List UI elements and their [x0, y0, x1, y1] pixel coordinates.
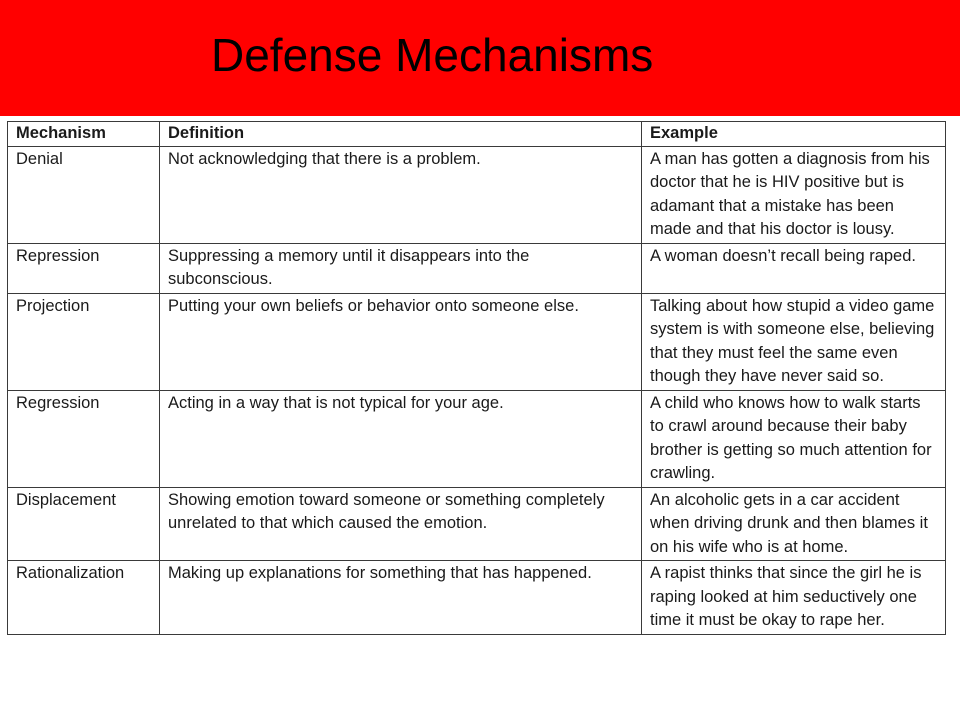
example-cell: A woman doesn’t recall being raped.	[642, 243, 946, 293]
mechanism-cell: Displacement	[8, 487, 160, 561]
table-row	[8, 293, 946, 390]
definition-cell: Suppressing a memory until it disappears into the subconscious.	[160, 243, 642, 293]
header-mechanism: Mechanism	[8, 122, 160, 147]
mechanism-cell: Regression	[8, 390, 160, 487]
table-area	[0, 116, 960, 720]
header-example: Example	[642, 122, 946, 147]
table-row	[8, 390, 946, 487]
mechanism-cell: Projection	[8, 293, 160, 390]
example-cell: A child who knows how to walk starts to crawl around because their baby brother is getting so much attention for crawling.	[642, 390, 946, 487]
mechanism-cell: Rationalization	[8, 561, 160, 635]
definition-cell: Making up explanations for something that has happened.	[160, 561, 642, 635]
mechanism-cell: Denial	[8, 146, 160, 243]
header-definition: Definition	[160, 122, 642, 147]
example-cell: A rapist thinks that since the girl he is raping looked at him seductively one time it must be okay to rape her.	[642, 561, 946, 635]
definition-cell: Showing emotion toward someone or something completely unrelated to that which caused the emotion.	[160, 487, 642, 561]
definition-cell: Putting your own beliefs or behavior onto someone else.	[160, 293, 642, 390]
table-row	[8, 487, 946, 561]
defense-mechanisms-table	[7, 121, 946, 635]
table-row	[8, 146, 946, 243]
table-row	[8, 561, 946, 635]
slide-title: Defense Mechanisms	[211, 29, 654, 81]
example-cell: An alcoholic gets in a car accident when driving drunk and then blames it on his wife who is at home.	[642, 487, 946, 561]
mechanism-cell: Repression	[8, 243, 160, 293]
example-cell: Talking about how stupid a video game system is with someone else, believing that they must feel the same even though they have never said so.	[642, 293, 946, 390]
title-banner	[0, 0, 960, 116]
example-cell: A man has gotten a diagnosis from his doctor that he is HIV positive but is adamant that a mistake has been made and that his doctor is lousy.	[642, 146, 946, 243]
table-row	[8, 243, 946, 293]
definition-cell: Not acknowledging that there is a problem.	[160, 146, 642, 243]
definition-cell: Acting in a way that is not typical for your age.	[160, 390, 642, 487]
table-header-row	[8, 122, 946, 147]
